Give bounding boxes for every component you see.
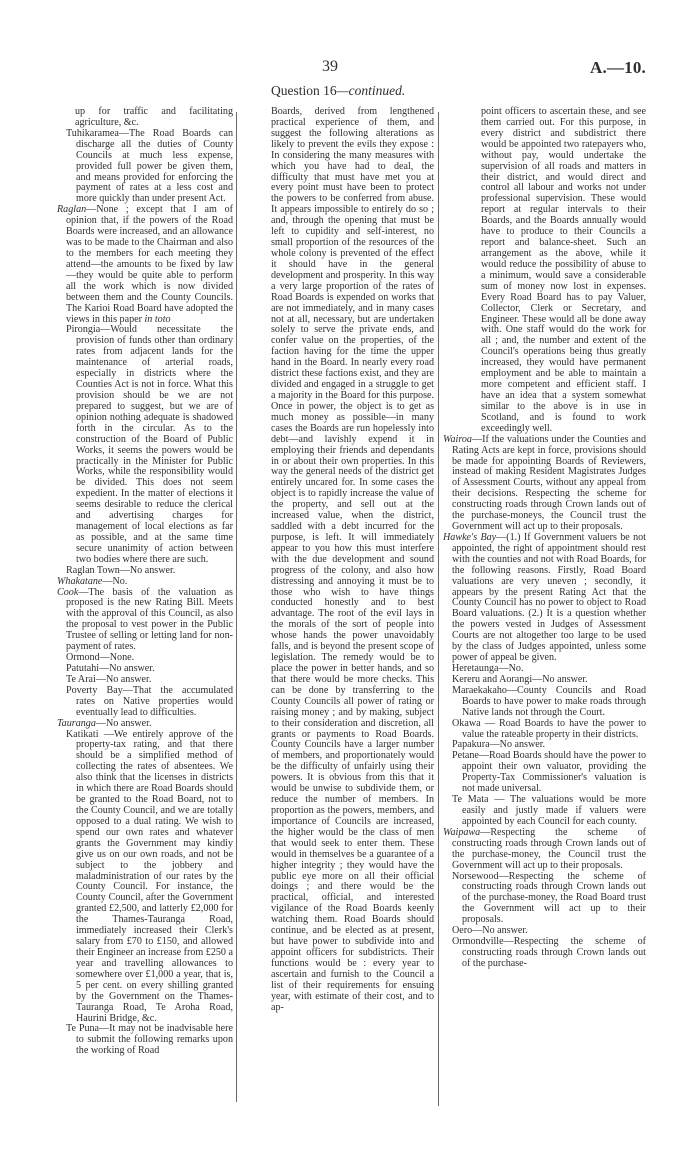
subdistrict-entry <box>452 686 646 719</box>
entry-text: —The Road Boards can discharge all the duties of County Councils at much less expense, provided full power be given them, and means provided for enforcing the payment of rates at a less cost and more quickly than under present Act. <box>76 127 233 205</box>
entry-name: Te Mata <box>452 794 489 806</box>
entry-text: —No answer. <box>119 564 176 576</box>
entry-name: Whakatane <box>57 575 103 587</box>
column-divider <box>236 112 237 1102</box>
continued-paragraph <box>481 107 646 435</box>
entry-name: Raglan Town <box>66 564 120 576</box>
entry-name: Okawa <box>452 717 481 729</box>
entry-text: —No answer. <box>472 925 528 937</box>
section-title-suffix: —continued. <box>336 83 406 98</box>
entry-name: Tauranga <box>57 717 96 729</box>
subdistrict-entry <box>452 719 646 741</box>
entry-text: —No answer. <box>95 673 152 685</box>
entry-text: —Would necessitate the provision of funds other than ordinary rates from adjacent lands for the maintenance of arterial roads, especially in districts where the Counties Act is not in force. What this provision should be we are not prepared to suggest, but we are of opinion nothing adequate is shadowed forth in the circular. As to the construction of the Board of Public Works, it seems the powers would be practically in the Minister for Public Works, while the responsibility would be divided. This does not seem expedient. In the matter of elections it seems desirable to reduce the clerical and advertising charges for management of local elections as far as possible, and at the same time secure unanimity of action between two bodies where there are such. <box>76 324 233 565</box>
continued-paragraph <box>271 107 434 1014</box>
entry-text: —No answer. <box>532 673 588 685</box>
entry-text: —(1.) If Government valuers be not appointed, the right of appointment should rest with the counties and not with Road Boards, for the following reasons. Firstly, Road Board valuations are very uneven ; secondly, it appears by the present Rating Act that the County Council has no power to object to Road Board valuations. (2.) It is a question whether the powers vested in Judges of Assessment Courts are not altogether too large to be used by the class of Judges appointed, unless some power of appeal be given. <box>452 531 646 664</box>
entry-text: —None ; except that I am of opinion that, if the powers of the Road Boards were increased, and an allowance was to be made to the Chairman and also to the members for each meeting they attend—the amounts to be fixed by law—they would be quite able to perform all the work which is now divided between them and the County Councils. The Karioi Road Board have adopted the views in this paper <box>66 204 233 325</box>
entry-text: —Respecting the scheme of constructing roads through Crown lands out of the purchase- <box>462 936 646 969</box>
subdistrict-entry <box>66 686 233 719</box>
subdistrict-entry <box>66 1024 233 1057</box>
entry-name: Katikati <box>66 728 99 740</box>
page-number: 39 <box>322 58 338 75</box>
entry-text: —No. <box>498 663 524 675</box>
entry-italic-tail: in toto <box>144 313 171 325</box>
subdistrict-entry <box>452 751 646 795</box>
entry-text: —No. <box>102 575 128 587</box>
entry-name: Papakura <box>452 739 490 751</box>
subdistrict-entry <box>452 872 646 927</box>
entry-text: —Respecting the scheme of constructing roads through Crown lands out of the purchase-money, the Road Board trust the Government will act up to their proposals. <box>462 870 646 926</box>
entry-name: Maraekakaho <box>452 684 507 696</box>
entry-name: Cook <box>57 586 79 598</box>
entry-text: —Respecting the scheme of constructing roads through Crown lands out of the purchase-money, the Council trust the Government will act up to their proposals. <box>452 826 646 871</box>
district-entry <box>443 533 646 664</box>
entry-name: Oero <box>452 925 473 937</box>
entry-name: Pirongia <box>66 324 101 336</box>
district-entry <box>443 828 646 872</box>
entry-text: —It may not be inadvisable here to submit the following remarks upon the working of Road <box>76 1023 233 1057</box>
entry-text: —That the accumulated rates on Native properties would eventually lead to difficulties. <box>76 684 233 718</box>
entry-name: Hawke's Bay <box>443 531 497 543</box>
document-reference: A.—10. <box>590 58 646 77</box>
district-entry <box>57 588 233 654</box>
entry-text: —No answer. <box>95 717 152 729</box>
subdistrict-entry <box>452 795 646 828</box>
entry-name: Waipawa <box>443 826 481 838</box>
text-column-left <box>57 107 233 1057</box>
entry-name: Te Arai <box>66 673 96 685</box>
entry-name: Kereru and Aorangi <box>452 673 533 685</box>
entry-text: —If the valuations under the Counties and Rating Acts are kept in force, provisions should be made for appointing Boards of Reviewers, instead of making Resident Magistrates Judges of Assessment Courts, without any appeal from their decisions. Respecting the scheme for constructing roads through Crown lands out of the purchase-moneys, the Council trust the Government will act up to their proposals. <box>452 433 646 533</box>
entry-text: —No answer. <box>489 739 546 751</box>
section-title <box>271 83 405 99</box>
entry-name: Tuhikaramea <box>66 127 119 139</box>
entry-text: —None. <box>99 652 135 664</box>
district-entry <box>443 435 646 533</box>
entry-name: Ormond <box>66 652 100 664</box>
entry-text: — Road Boards to have the power to value the rateable property in their districts. <box>462 717 646 740</box>
entry-name: Poverty Bay <box>66 684 123 696</box>
entry-name: Wairoa <box>443 433 472 445</box>
district-entry <box>57 205 233 325</box>
entry-name: Ormondville <box>452 936 504 948</box>
entry-text: — The valuations would be more easily and justly made if valuers were appointed by each Council for each county. <box>462 794 646 827</box>
subdistrict-entry <box>66 325 233 565</box>
text-column-right <box>443 107 646 970</box>
entry-name: Te Puna <box>66 1023 100 1035</box>
section-title-main: Question 16 <box>271 83 337 98</box>
subdistrict-entry <box>66 129 233 205</box>
entry-text: —We entirely approve of the property-tax rating, and that there should be a simplified method of collecting the rates of absentees. We also think that the licenses in districts in which there are Road Boards should be granted to the Road Board, not to the County Council, and we are totally opposed to a dual rating. We wish to spend our own rates and whatever grants the Government may kindiy give us on our own roads, and not be subject to the jobbery and maladministration of our rates by the County Council. For instance, the County Council, after the Government granted £2,500, and latterly £2,000 for the Thames-Tauranga Road, immediately increased their Clerk's salary from £70 to £150, and allowed their Engineer an increase from £250 a year and travelling allowances to somewhere over £1,000 a year, that is, 5 per cent. on every shilling granted by the Government on the Thames-Tauranga Road, Te Aroha Road, Haurini Bridge, &c. <box>76 728 233 1024</box>
subdistrict-entry <box>452 937 646 970</box>
text-column-middle <box>271 107 434 1014</box>
entry-name: Norsewood <box>452 870 499 882</box>
subdistrict-entry <box>66 730 233 1025</box>
entry-name: Raglan <box>57 204 87 216</box>
column-divider <box>438 112 439 1106</box>
entry-text: up for traffic and facilitating agriculture, &c. <box>75 106 233 128</box>
entry-text: —No answer. <box>99 663 155 675</box>
entry-text: —Road Boards should have the power to appoint their own valuator, providing the Property-Tax Commissioner's valuation is not made universal. <box>462 750 646 795</box>
continued-paragraph <box>75 107 233 129</box>
entry-text: point officers to ascertain these, and see them carried out. For this purpose, in every district and subdistrict there would be appointed two ratepayers who, without pay, would undertake the supervision of all roads and matters in their district, and would direct and control all labour and works not under professional supervision. These would report at regular intervals to their Boards, and the Boards annually would have to produce to their Councils a report and balance-sheet. Such an arrangement as the above, while it would reduce the possibility of abuse to a minimum, would save a considerable sum of money now lost in expenses. Every Road Board has to pay Valuer, Collector, Clerk or Secretary, and Engineer. These would all be done away with. One staff would do the work for all ; and, the number and extent of the Council's operations being thus greatly increased, they would have permanent employment and be able to maintain a more competent and efficient staff. I have an idea that a system somewhat similar to the above is in use in Scotland, and is found to work exceedingly well. <box>481 106 646 434</box>
entry-name: Heretaunga <box>452 663 499 675</box>
entry-text: —County Councils and Road Boards to have power to make roads through Native lands not through the Court. <box>462 684 646 718</box>
entry-name: Petane <box>452 750 479 762</box>
entry-text: Boards, derived from lengthened practical experience of them, and suggest the following alterations as likely to prevent the evils they expose : In considering the many measures with which you have had to deal, the difficulty that must have met you at every point must have been to protect the powers to be conferred from abuse. It appears impossible to entirely do so ; and, through the opening that must be left to cupidity and self-interest, no small proportion of the resources of the whole colony is prevented of the effect it should have in the general development and prosperity. In this way a very large proportion of the rates of Road Boards is expended on works that are not immediately, and in many cases not at all, necessary, but are undertaken solely to serve the private ends, and confer value on the properties, of the faction having for the time the upper hand in the Board. In nearly every road district these factions exist, and they are divided and engaged in a struggle to get a majority in the Board for this purpose. Once in power, the object is to get as much money as possible—in many cases the Boards are run hopelessly into debt—and lavishly expend it in employing their friends and dependants in or about their own properties. In this way the general needs of the district get entirely uncared for. In some cases the object is to rapidly increase the value of the property, and sell out at the increased value, when the district, saddled with a debt incurred for the purpose, is left. It will immediately appear to you how this must interfere with the due development and sound progress of the colony, and also how distressing and annoying it must be to those who wish to have things conducted honestly and to best advantage. The root of the evil lays in the morals of the sort of people into whose hands the power unavoidably falls, and is beyond the present scope of legislation. The remedy would be to place the power in better hands, and so that there would be more checks. This can be done by transferring to the County Councils all power of rating or raising money ; and by making, subject to their consideration and discretion, all grants or payments to Road Boards. County Councils have a larger number of members, and proportionately would be the difficulty of unfairly using their powers. It is obvious from this that it would be unwise to subdivide them, or reduce the number of members. In proportion as the powers, members, and importance of Councils are increased, the higher would be the class of men that would seek to enter them. These would in themselves be a guarantee of a higher integrity ; they would have the public eye more on all their official doings ; and there would be the practical, official, and interested vigilance of the Road Boards keenly watching them. Road Boards should continue, and be elected as at present, but have power to subdivide into and appoint officers for subdistricts. Their functions would be : every year to ascertain and furnish to the Council a list of their requirements for ensuing year, with estimate of their cost, and to ap- <box>271 106 434 1013</box>
entry-name: Patutahi <box>66 663 100 675</box>
entry-text: —The basis of the valuation as proposed is the new Rating Bill. Meets with the approval of this Council, as also the proposal to vest power in the Public Trustee of selling or letting land for non-payment of rates. <box>66 586 233 653</box>
